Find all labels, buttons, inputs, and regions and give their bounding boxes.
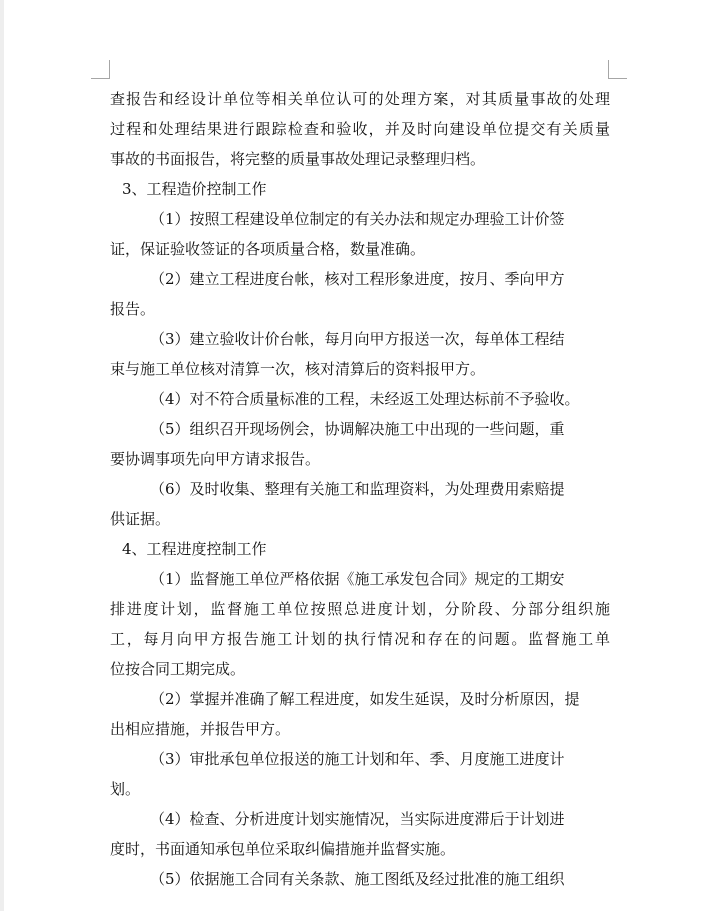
paragraph-line: 出相应措施，并报告甲方。 (110, 720, 291, 738)
paragraph-line: （2）掌握并准确了解工程进度，如发生延误，及时分析原因，提 (150, 690, 580, 708)
paragraph-line: 过程和处理结果进行跟踪检查和验收，并及时向建设单位提交有关质量 (110, 120, 610, 138)
paragraph-line: （1）监督施工单位严格依据《施工承发包合同》规定的工期安 (150, 570, 565, 588)
section-heading: 4、工程进度控制工作 (122, 540, 267, 558)
section-heading: 3、工程造价控制工作 (122, 180, 267, 198)
paragraph-line: 要协调事项先向甲方请求报告。 (110, 450, 321, 468)
paragraph-line: （3）建立验收计价台帐，每月向甲方报送一次，每单体工程结 (150, 330, 565, 348)
paragraph-line: 排进度计划，监督施工单位按照总进度计划，分阶段、分部分组织施 (110, 600, 610, 618)
paragraph-line: （3）审批承包单位报送的施工计划和年、季、月度施工进度计 (150, 750, 565, 768)
margin-corner-mark-left (91, 60, 110, 79)
paragraph-line: （6）及时收集、整理有关施工和监理资料，为处理费用索赔提 (150, 480, 565, 498)
paragraph-line: （4）检查、分析进度计划实施情况，当实际进度滞后于计划进 (150, 810, 565, 828)
paragraph-line: 查报告和经设计单位等相关单位认可的处理方案，对其质量事故的处理 (110, 90, 610, 108)
paragraph-line: 束与施工单位核对清算一次，核对清算后的资料报甲方。 (110, 360, 486, 378)
paragraph-line: （2）建立工程进度台帐，核对工程形象进度，按月、季向甲方 (150, 270, 565, 288)
paragraph-line: （1）按照工程建设单位制定的有关办法和规定办理验工计价签 (150, 210, 565, 228)
paragraph-line: 划。 (110, 780, 141, 798)
paragraph-line: 证，保证验收签证的各项质量合格，数量准确。 (110, 240, 426, 258)
paragraph-line: 供证据。 (110, 510, 171, 528)
page-left-edge (0, 0, 4, 911)
paragraph-line: 事故的书面报告，将完整的质量事故处理记录整理归档。 (110, 150, 486, 168)
paragraph-line: 工，每月向甲方报告施工计划的执行情况和存在的问题。监督施工单 (110, 630, 610, 648)
paragraph-line: （5）依据施工合同有关条款、施工图纸及经过批准的施工组织 (150, 870, 565, 888)
paragraph-line: （4）对不符合质量标准的工程，未经返工处理达标前不予验收。 (150, 390, 580, 408)
paragraph-line: 位按合同工期完成。 (110, 660, 246, 678)
paragraph-line: 度时，书面通知承包单位采取纠偏措施并监督实施。 (110, 840, 456, 858)
paragraph-line: （5）组织召开现场例会，协调解决施工中出现的一些问题，重 (150, 420, 565, 438)
margin-corner-mark-right (608, 60, 627, 79)
document-body (110, 84, 610, 894)
paragraph-line: 报告。 (110, 300, 156, 318)
